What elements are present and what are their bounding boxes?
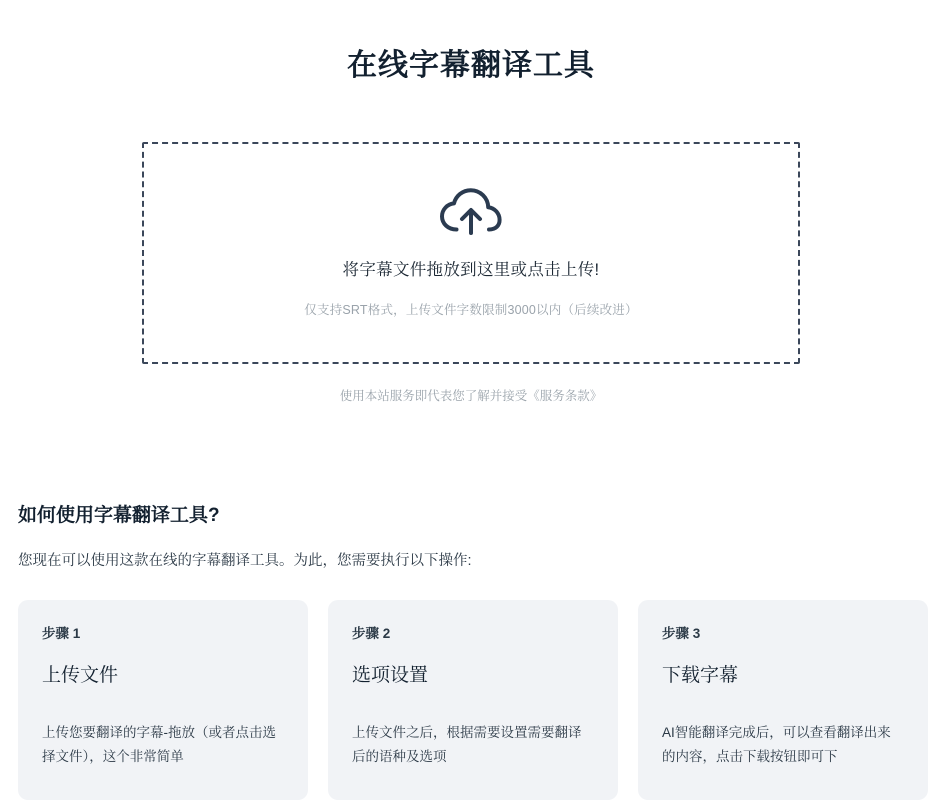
step-body: 上传文件之后，根据需要设置需要翻译后的语种及选项 <box>352 725 582 764</box>
step-card <box>18 600 308 800</box>
page-root <box>0 40 942 805</box>
step-heading: 选项设置 <box>352 665 429 686</box>
steps-list <box>18 600 942 800</box>
howto-description: 您现在可以使用这款在线的字幕翻译工具。为此，您需要执行以下操作: <box>18 553 472 569</box>
step-body: AI智能翻译完成后，可以查看翻译出来的内容，点击下载按钮即可下 <box>662 725 891 764</box>
cloud-upload-icon <box>440 188 502 238</box>
step-card <box>328 600 618 800</box>
step-number: 步骤 3 <box>662 626 701 641</box>
step-card <box>638 600 928 800</box>
terms-prefix: 使用本站服务即代表您了解并接受 <box>339 389 528 403</box>
howto-section <box>18 500 942 800</box>
terms-notice <box>142 386 800 404</box>
step-heading: 下载字幕 <box>662 665 739 686</box>
terms-link[interactable]: 《服务条款》 <box>527 389 603 403</box>
step-number: 步骤 2 <box>352 626 391 641</box>
step-number: 步骤 1 <box>42 626 81 641</box>
step-body: 上传您要翻译的字幕-拖放（或者点击选择文件），这个非常简单 <box>42 725 276 764</box>
page-title: 在线字幕翻译工具 <box>347 49 595 82</box>
dropzone-sub-text: 仅支持SRT格式，上传文件字数限制3000以内（后续改进） <box>304 303 638 317</box>
howto-title: 如何使用字幕翻译工具? <box>18 505 220 526</box>
file-dropzone[interactable] <box>142 142 800 364</box>
upload-section <box>142 142 800 404</box>
step-heading: 上传文件 <box>42 665 119 686</box>
dropzone-main-text: 将字幕文件拖放到这里或点击上传! <box>342 261 600 279</box>
